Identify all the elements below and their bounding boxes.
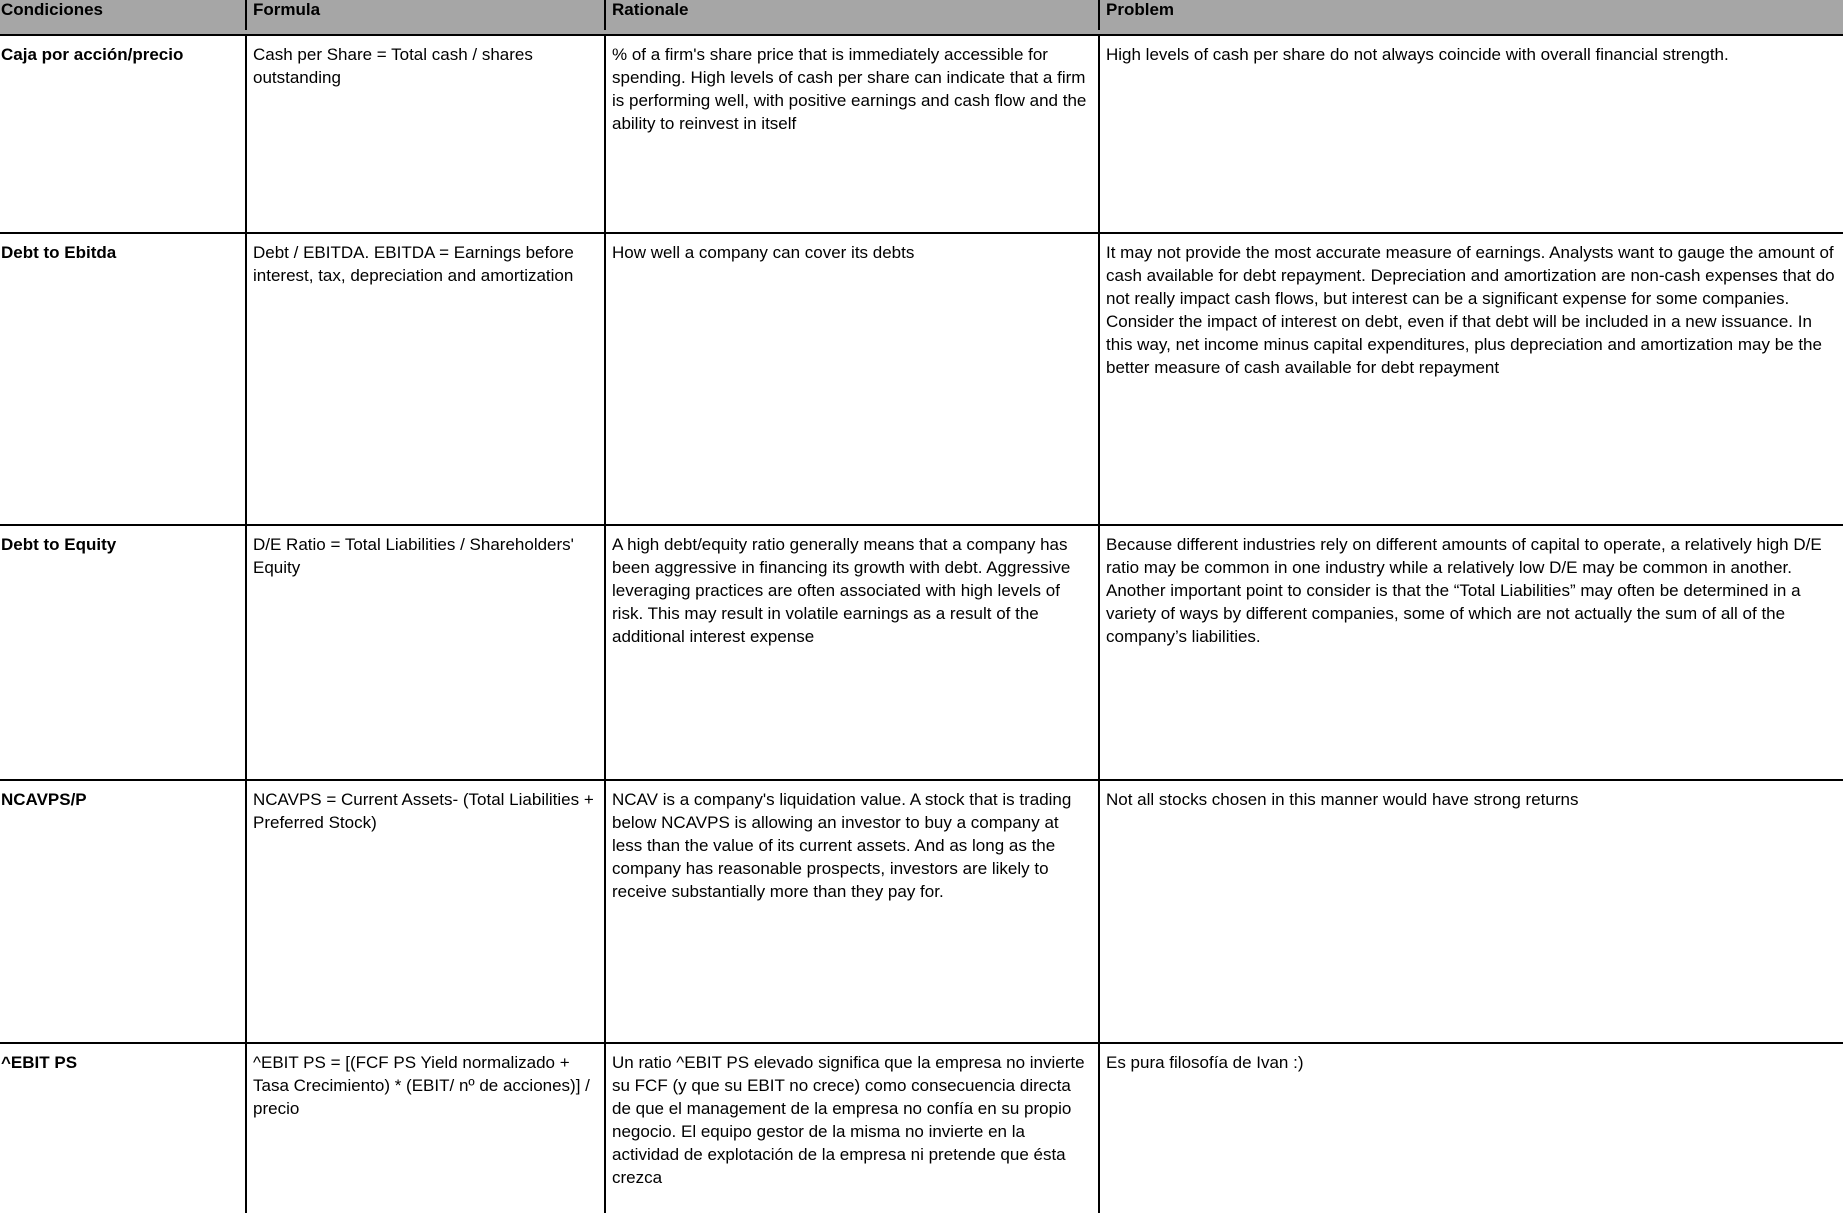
header-problem[interactable]: Problem xyxy=(1098,0,1843,30)
table-row xyxy=(0,781,1843,1044)
header-row xyxy=(0,0,1843,36)
rationale-cell[interactable]: % of a firm's share price that is immediately accessible for spending. High levels of cash per share can indicate that a firm is performing well, with positive earnings and cash flow and the ability to reinvest in itself xyxy=(604,36,1098,232)
formula-cell[interactable]: D/E Ratio = Total Liabilities / Shareholders' Equity xyxy=(245,526,604,779)
rationale-cell[interactable]: Un ratio ^EBIT PS elevado significa que la empresa no invierte su FCF (y que su EBIT no crece) como consecuencia directa de que el management de la empresa no confía en su propio negocio. El equipo gestor de la misma no invierte en la actividad de explotación de la empresa ni pretende que ésta crezca xyxy=(604,1044,1098,1213)
header-formula[interactable]: Formula xyxy=(245,0,604,30)
table-row xyxy=(0,36,1843,234)
formula-cell[interactable]: NCAVPS = Current Assets- (Total Liabilities + Preferred Stock) xyxy=(245,781,604,1042)
condition-cell[interactable]: NCAVPS/P xyxy=(1,790,87,809)
formula-cell[interactable]: ^EBIT PS = [(FCF PS Yield normalizado + Tasa Crecimiento) * (EBIT/ nº de acciones)] / precio xyxy=(245,1044,604,1213)
condition-cell[interactable]: Debt to Ebitda xyxy=(1,243,117,262)
rationale-cell[interactable]: NCAV is a company's liquidation value. A stock that is trading below NCAVPS is allowing an investor to buy a company at less than the value of its current assets. And as long as the company has reasonable prospects, investors are likely to receive substantially more than they pay for. xyxy=(604,781,1098,1042)
table-row xyxy=(0,526,1843,781)
header-rationale[interactable]: Rationale xyxy=(604,0,1098,30)
problem-cell[interactable]: Because different industries rely on different amounts of capital to operate, a relatively high D/E ratio may be common in one industry while a relatively low D/E may be common in another. Another important point to consider is that the “Total Liabilities” may often be determined in a variety of ways by different companies, some of which are not actually the sum of all of the company’s liabilities. xyxy=(1098,526,1843,779)
table-row xyxy=(0,234,1843,526)
problem-cell[interactable]: It may not provide the most accurate measure of earnings. Analysts want to gauge the amount of cash available for debt repayment. Depreciation and amortization are non-cash expenses that do not really impact cash flows, but interest can be a significant expense for some companies. Consider the impact of interest on debt, even if that debt will be included in a new issuance. In this way, net income minus capital expenditures, plus depreciation and amortization may be the better measure of cash available for debt repayment xyxy=(1098,234,1843,524)
condition-cell[interactable]: ^EBIT PS xyxy=(1,1053,78,1072)
rationale-cell[interactable]: A high debt/equity ratio generally means that a company has been aggressive in financing its growth with debt. Aggressive leveraging practices are often associated with high levels of risk. This may result in volatile earnings as a result of the additional interest expense xyxy=(604,526,1098,779)
rationale-cell[interactable]: How well a company can cover its debts xyxy=(604,234,1098,524)
formula-cell[interactable]: Debt / EBITDA. EBITDA = Earnings before interest, tax, depreciation and amortization xyxy=(245,234,604,524)
table-row xyxy=(0,1044,1843,1213)
problem-cell[interactable]: Es pura filosofía de Ivan :) xyxy=(1098,1044,1843,1213)
condition-cell[interactable]: Debt to Equity xyxy=(1,535,117,554)
header-condiciones[interactable]: Condiciones xyxy=(1,0,104,19)
condition-cell[interactable]: Caja por acción/precio xyxy=(1,45,184,64)
problem-cell[interactable]: High levels of cash per share do not always coincide with overall financial strength. xyxy=(1098,36,1843,232)
formula-cell[interactable]: Cash per Share = Total cash / shares outstanding xyxy=(245,36,604,232)
problem-cell[interactable]: Not all stocks chosen in this manner would have strong returns xyxy=(1098,781,1843,1042)
